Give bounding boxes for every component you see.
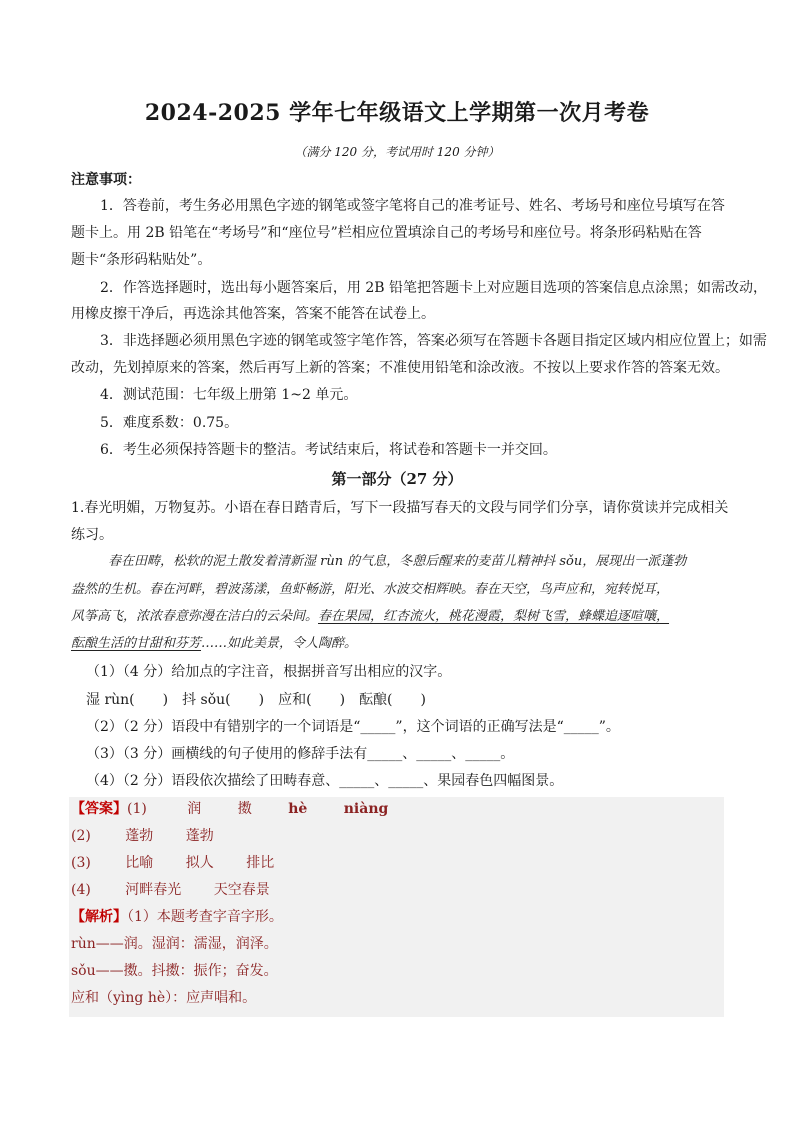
passage-text: 风筝高飞，浓浓春意弥漫在洁白的云朵间。 [71, 609, 319, 624]
answer-item: 润 [187, 801, 202, 817]
notes-line: 题卡上。用 2B 铅笔在“考场号”和“座位号”栏相应位置填涂自己的考场号和座位号。将条形码粘贴在答 [71, 225, 702, 241]
answer-label: 【答案】 [71, 801, 127, 817]
sub-question-4: （4）（2 分）语段依次描绘了田畴春意、_____、_____、果园春色四幅图景。 [86, 773, 564, 789]
notes-line: 3．非选择题必须用黑色字迹的钢笔或签字笔作答，答案必须写在答题卡各题目指定区域内相应位置上；如需 [100, 333, 767, 349]
notes-line: 用橡皮擦干净后，再选涂其他答案，答案不能答在试卷上。 [71, 306, 435, 322]
notes-line: 1．答卷前，考生务必用黑色字迹的钢笔或签字笔将自己的准考证号、姓名、考场号和座位号填写在答 [100, 198, 725, 214]
answer-item: 拟人 [185, 855, 214, 871]
question-prompt: 练习。 [71, 527, 113, 543]
analysis-row-1 [71, 907, 721, 927]
answer-number: (4) [71, 882, 91, 898]
question-prompt: 1.春光明媚，万物复苏。小语在春日踏青后，写下一段描写春天的文段与同学们分享，请你赏读并完成相关 [71, 500, 729, 516]
answer-row-1 [71, 799, 721, 819]
answer-item: 比喻 [125, 855, 154, 871]
passage-text: ……如此美景，令人陶醉。 [201, 636, 358, 651]
answer-item: niàng [343, 801, 389, 817]
notes-line: 6．考生必须保持答题卡的整洁。考试结束后，将试卷和答题卡一并交回。 [100, 442, 557, 458]
notes-line: 改动，先划掉原来的答案，然后再写上新的答案；不准使用铅笔和涂改液。不按以上要求作答的答案无效。 [71, 360, 729, 376]
answer-item: 排比 [246, 855, 275, 871]
page-subtitle: （满分 120 分，考试用时 120 分钟） [294, 145, 500, 159]
answer-number: (2) [71, 828, 91, 844]
answer-item: 擞 [237, 801, 252, 817]
analysis-label: 【解析】 [71, 909, 127, 925]
answer-row-3 [71, 853, 721, 873]
passage-line: 春在田畴，松软的泥土散发着清新湿 rùn 的气息，冬憩后醒来的麦苗儿精神抖 sǒu，展现出一派蓬勃 [108, 554, 687, 569]
analysis-row-3: sǒu——擞。抖擞：振作；奋发。 [71, 963, 278, 979]
passage-line [71, 634, 723, 654]
sub-question-1-blanks: 湿 rùn( ) 抖 sǒu( ) 应和( ) 酝酿( ) [86, 692, 426, 708]
analysis-row-4: 应和（yìng hè）：应声唱和。 [71, 990, 257, 1006]
passage-underlined: 春在果园，红杏流火，桃花漫霞，梨树飞雪，蜂蝶追逐喧嚷， [318, 609, 670, 624]
sub-question-1: （1）（4 分）给加点的字注音，根据拼音写出相应的汉字。 [86, 664, 452, 680]
notes-line: 5．难度系数：0.75。 [100, 415, 239, 431]
analysis-text: （1）本题考查字音字形。 [127, 909, 283, 925]
page-title: 2024-2025 学年七年级语文上学期第一次月考卷 [144, 100, 650, 126]
sub-question-2: （2）（2 分）语段中有错别字的一个词语是“_____”，这个词语的正确写法是“_____”。 [86, 719, 620, 735]
notes-line: 4．测试范围：七年级上册第 1~2 单元。 [100, 387, 358, 403]
answer-item: 天空春景 [213, 882, 270, 898]
section-title: 第一部分（27 分） [331, 470, 463, 488]
passage-line: 盎然的生机。春在河畔，碧波荡漾，鱼虾畅游，阳光、水波交相辉映。春在天空，鸟声应和，宛转悦耳， [71, 582, 670, 597]
notes-heading: 注意事项： [71, 172, 141, 188]
passage-line [71, 607, 723, 627]
answer-number: (3) [71, 855, 91, 871]
analysis-row-2: rùn——润。湿润：濡湿，润泽。 [71, 936, 278, 952]
answer-item: hè [288, 801, 308, 817]
sub-question-3: （3）（3 分）画横线的句子使用的修辞手法有_____、_____、_____。 [86, 746, 515, 762]
passage-underlined: 酝酿生活的甘甜和芬芳 [71, 636, 202, 651]
notes-line: 2．作答选择题时，选出每小题答案后，用 2B 铅笔把答题卡上对应题目选项的答案信息点涂黑；如需改动， [100, 280, 768, 296]
answer-row-4 [71, 880, 721, 900]
answer-item: 河畔春光 [125, 882, 182, 898]
notes-line: 题卡“条形码粘贴处”。 [71, 252, 212, 268]
answer-item: 蓬勃 [125, 828, 154, 844]
answer-item: 蓬勃 [185, 828, 214, 844]
answer-row-2 [71, 826, 721, 846]
answer-number: (1) [127, 801, 147, 817]
